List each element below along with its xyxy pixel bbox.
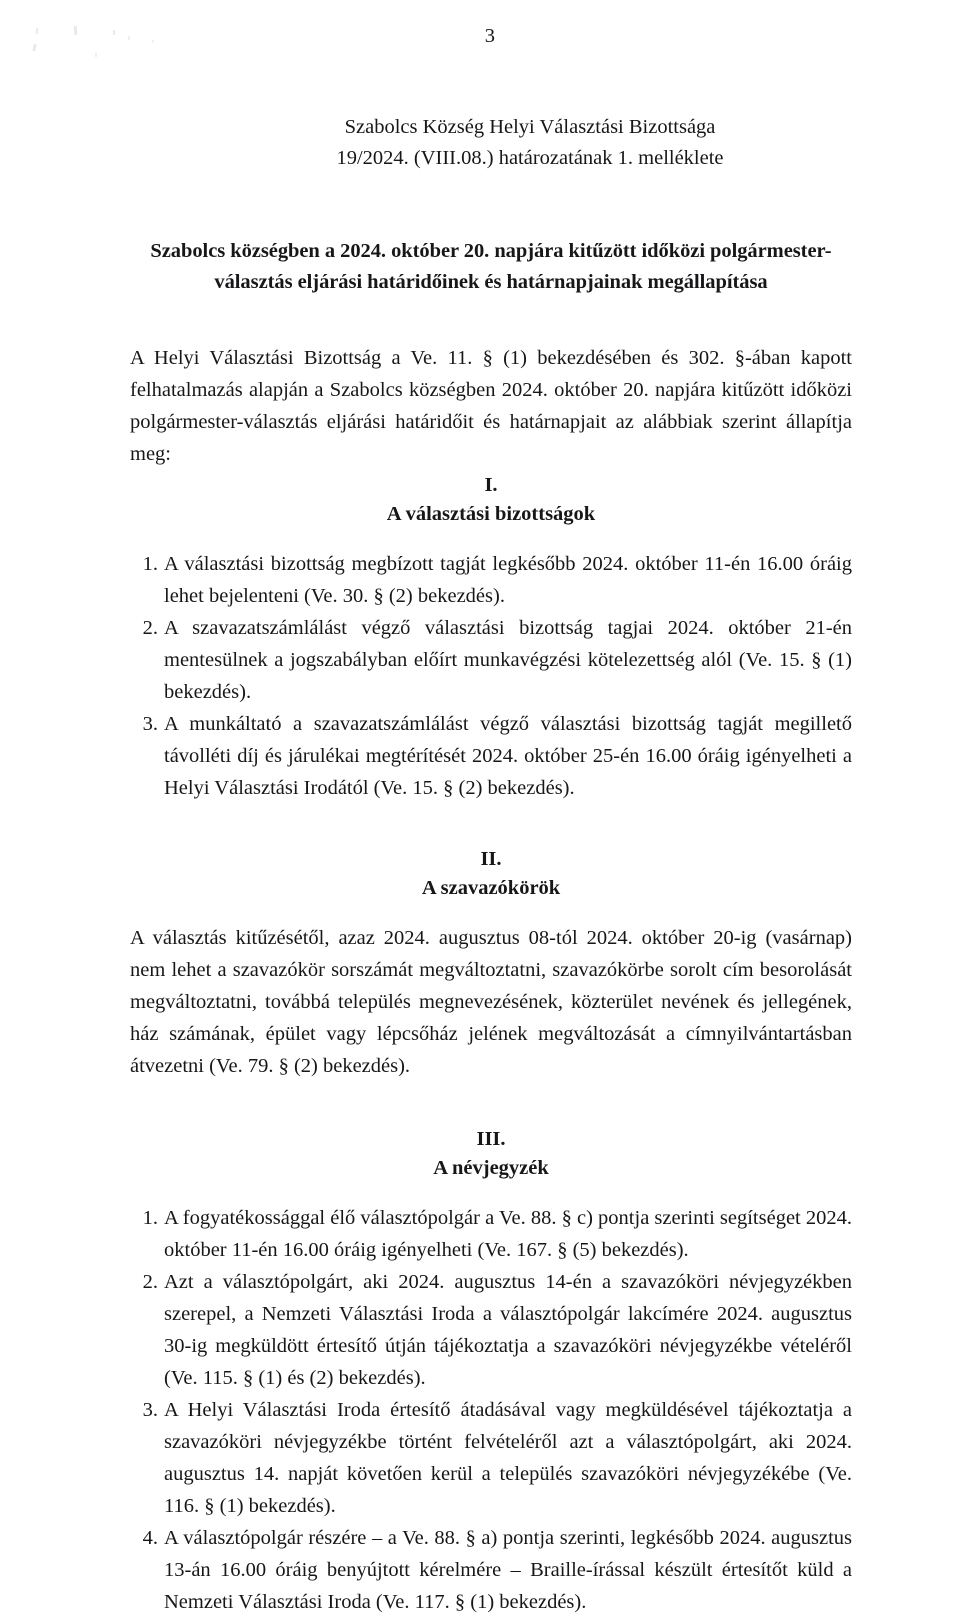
list-item: [130, 613, 852, 709]
list-item-marker: 1.: [142, 553, 158, 576]
list-item: [130, 709, 852, 805]
list-item-text: A szavazatszámlálást végző választási bizottság tagjai 2024. október 21-én mentesülnek a jogszabályban előírt munkavégzési kötelezettség alól (Ve. 15. § (1) bekezdés).: [164, 617, 852, 703]
section-2: [130, 845, 852, 1083]
list-item-marker: 2.: [142, 1271, 158, 1294]
intro-paragraph: A Helyi Választási Bizottság a Ve. 11. § (1) bekezdésében és 302. §-ában kapott felhatalmazás alapján a Szabolcs községben 2024. október 20. napjára kitűzött időközi polgármester-választás eljárási határidőit és határnapjait az alábbiak szerint állapítja meg:: [130, 346, 852, 465]
list-item-marker: 4.: [142, 1526, 158, 1549]
section-2-paragraph: A választás kitűzésétől, azaz 2024. augusztus 08-tól 2024. október 20-ig (vasárnap) nem lehet a szavazókör sorszámát megváltoztatni, szavazókörbe sorolt cím besorolását megváltoztatni, továbbá település megnevezésének, közterület nevének és jellegének, ház számának, épület vagy lépcsőház jelének megváltozását a címnyilvántartásban átvezetni (Ve. 79. § (2) bekezdés).: [130, 927, 852, 1077]
list-item-marker: 1.: [142, 1207, 158, 1230]
list-item: [130, 1395, 852, 1523]
list-item: [130, 549, 852, 613]
list-item-marker: 3.: [142, 712, 158, 735]
list-item-text: A Helyi Választási Iroda értesítő átadásával vagy megküldésével tájékoztatja a szavazóköri névjegyzékbe történt felvételéről azt a választópolgárt, aki 2024. augusztus 14. napját követően kerül a település szavazóköri névjegyzékébe (Ve. 116. § (1) bekezdés).: [164, 1398, 852, 1517]
list-item: [130, 1267, 852, 1395]
section-2-numeral: II.: [480, 847, 502, 870]
list-item: [130, 1203, 852, 1267]
section-3-list: [130, 1203, 852, 1619]
scan-speckle: [95, 53, 97, 57]
list-item-text: A munkáltató a szavazatszámlálást végző választási bizottság tagját megillető távolléti díj és járulékai megtérítését 2024. október 25-én 16.00 óráig igényelheti a Helyi Választási Irodától (Ve. 15. § (2) bekezdés).: [164, 712, 852, 799]
list-item-marker: 2.: [142, 617, 158, 639]
document-title-line-1: Szabolcs községben a 2024. október 20. napjára kitűzött időközi polgármester-: [150, 240, 832, 263]
list-item-text: A választási bizottság megbízott tagját legkésőbb 2024. október 11-én 16.00 óráig lehet bejelenteni (Ve. 30. § (2) bekezdés).: [164, 553, 852, 608]
page-number: 3: [484, 25, 496, 47]
section-1: [130, 471, 852, 805]
list-item-text: Azt a választópolgárt, aki 2024. augusztus 14-én a szavazóköri névjegyzékben szerepel, a Nemzeti Választási Iroda a választópolgár lakcímére 2024. augusztus 30-ig megküldött értesítő útján tájékoztatja a szavazóköri névjegyzékbe vételéről (Ve. 115. § (1) és (2) bekezdés).: [164, 1271, 852, 1389]
section-2-caption: A szavazókörök: [421, 876, 561, 899]
document-title: [130, 236, 852, 297]
list-item-marker: 3.: [142, 1398, 158, 1421]
document-content: [130, 112, 852, 1619]
section-1-numeral: I.: [484, 473, 498, 496]
list-item-text: A választópolgár részére – a Ve. 88. § a) pontja szerinti, legkésőbb 2024. augusztus 13-án 16.00 óráig benyújtott kérelmére – Braille-írással készült értesítőt küld a Nemzeti Választási Iroda (Ve. 117. § (1) bekezdés).: [164, 1526, 852, 1613]
list-item: [130, 1523, 852, 1619]
section-1-caption: A választási bizottságok: [386, 502, 596, 525]
document-title-line-2: választás eljárási határidőinek és határnapjainak megállapítása: [214, 270, 768, 293]
section-3-heading: [130, 1125, 852, 1183]
section-3: [130, 1125, 852, 1619]
list-item-text: A fogyatékossággal élő választópolgár a Ve. 88. § c) pontja szerinti segítséget 2024. október 11-én 16.00 óráig igényelheti (Ve. 167. § (5) bekezdés).: [164, 1207, 852, 1262]
section-1-heading: [130, 471, 852, 529]
section-1-list: [130, 549, 852, 805]
header-line-1: Szabolcs Község Helyi Választási Bizottsága: [344, 116, 716, 138]
section-3-caption: A névjegyzék: [433, 1156, 549, 1179]
section-3-numeral: III.: [476, 1127, 506, 1150]
document-header-block: [130, 112, 852, 174]
section-2-heading: [130, 845, 852, 903]
header-line-2: 19/2024. (VIII.08.) határozatának 1. melléklete: [336, 147, 724, 170]
